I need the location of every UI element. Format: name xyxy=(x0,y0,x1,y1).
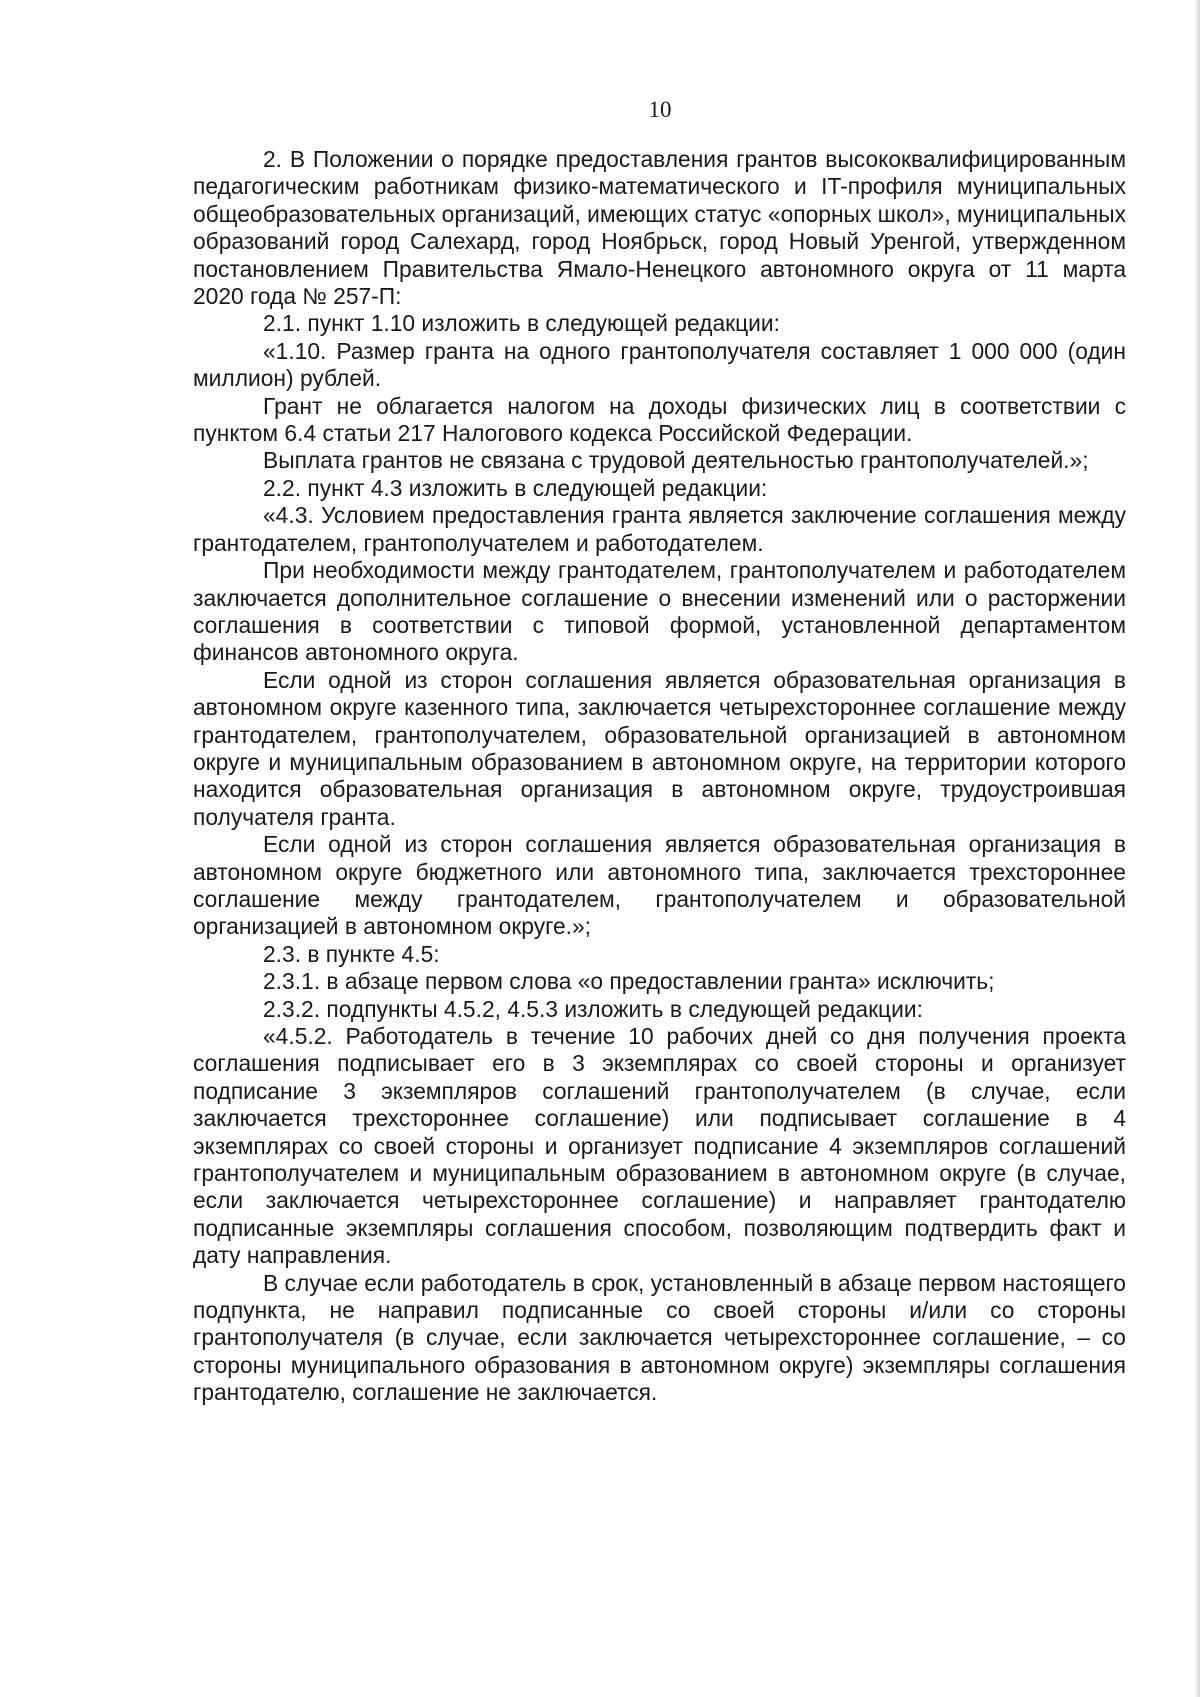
paragraph: Грант не облагается налогом на доходы физических лиц в соответствии с пунктом 6.4 статьи 217 Налогового кодекса Российской Федерации. xyxy=(193,392,1126,447)
paragraph: 2.3. в пункте 4.5: xyxy=(263,940,440,967)
paragraph: В случае если работодатель в срок, установленный в абзаце первом настоящего подпункта, не направил подписанные со своей стороны и/или со стороны грантополучателя (в случае, если заключается четырехстороннее соглашение, – со стороны муниципального образования в автономном округе) экземпляры соглашения грантодателю, соглашение не заключается. xyxy=(193,1269,1126,1406)
paragraph: Выплата грантов не связана с трудовой деятельностью грантополучателей.»; xyxy=(263,447,1089,474)
page-number: 10 xyxy=(648,97,672,122)
paragraph: «4.3. Условием предоставления гранта является заключение соглашения между грантодателем, грантополучателем и работодателем. xyxy=(193,502,1126,556)
page-edge xyxy=(1194,0,1200,1697)
paragraph: 2.1. пункт 1.10 изложить в следующей редакции: xyxy=(263,310,780,337)
paragraph: «1.10. Размер гранта на одного грантополучателя составляет 1 000 000 (один миллион) рублей. xyxy=(193,337,1126,392)
paragraph: 2.3.1. в абзаце первом слова «о предоставлении гранта» исключить; xyxy=(263,968,995,995)
paragraph: 2.2. пункт 4.3 изложить в следующей редакции: xyxy=(263,474,768,501)
paragraph: 2. В Положении о порядке предоставления грантов высококвалифицированным педагогическим работникам физико-математического и IT-профиля муниципальных общеобразовательных организаций, имеющих статус «опорных школ», муниципальных образований город Салехард, город Ноябрьск, город Новый Уренгой, утвержденном постановлением Правительства Ямало-Ненецкого автономного округа от 11 марта 2020 года № 257-П: xyxy=(193,146,1127,310)
paragraph: «4.5.2. Работодатель в течение 10 рабочих дней со дня получения проекта соглашения подписывает его в 3 экземплярах со своей стороны и организует подписание 3 экземпляров соглашений грантополучателем (в случае, если заключается трехстороннее соглашение) или подписывает соглашение в 4 экземплярах со своей стороны и организует подписание 4 экземпляров соглашений грантополучателем и муниципальным образованием в автономном округе (в случае, если заключается четырехстороннее соглашение) и направляет грантодателю подписанные экземпляры соглашения способом, позволяющим подтвердить факт и дату направления. xyxy=(193,1023,1126,1269)
document-body xyxy=(193,146,1126,1407)
paragraph: При необходимости между грантодателем, грантополучателем и работодателем заключается дополнительное соглашение о внесении изменений или о расторжении соглашения в соответствии с типовой формой, установленной департаментом финансов автономного округа. xyxy=(193,557,1126,666)
paragraph: Если одной из сторон соглашения является образовательная организация в автономном округе казенного типа, заключается четырехстороннее соглашение между грантодателем, грантополучателем, образовательной организацией в автономном округе и муниципальным образованием в автономном округе, на территории которого находится образовательная организация в автономном округе, трудоустроившая получателя гранта. xyxy=(193,666,1126,830)
paragraph: 2.3.2. подпункты 4.5.2, 4.5.3 изложить в следующей редакции: xyxy=(263,995,923,1022)
paragraph: Если одной из сторон соглашения является образовательная организация в автономном округе бюджетного или автономного типа, заключается трехстороннее соглашение между грантодателем, грантополучателем и образовательной организацией в автономном округе.»; xyxy=(193,831,1126,940)
